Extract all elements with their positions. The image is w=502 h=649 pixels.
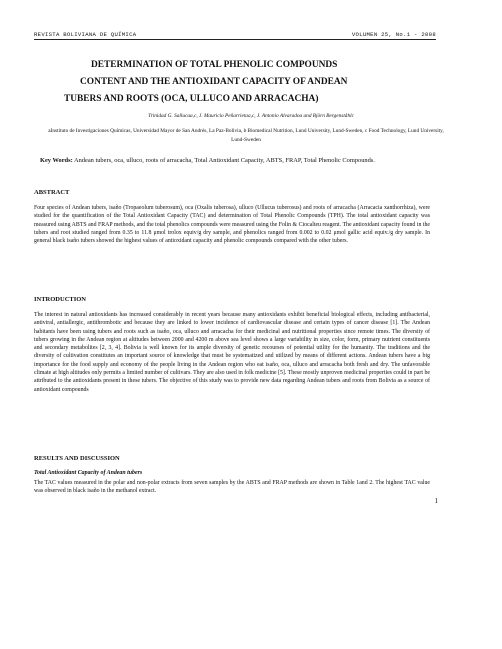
keywords-label: Key Words: <box>40 157 73 164</box>
page-number: 1 <box>434 497 438 505</box>
author-list: Trinidad G. Sallucaa,c, J. Mauricio Peñarrietaa,c, J. Antonio Alvaradoa and Björn Bergenståhlc <box>148 113 354 119</box>
volume-info: VOLUMEN 25, No.1 - 2008 <box>351 31 436 38</box>
results-text: The TAC values measured in the polar and non-polar extracts from seven samples by the ABTS and FRAP methods are shown in Table 1and 2. The highest TAC value was observed in black isaño in the methanol extract. <box>34 480 430 495</box>
title-line-1: DETERMINATION OF TOTAL PHENOLIC COMPOUNDS <box>91 60 338 70</box>
abstract-heading: ABSTRACT <box>34 189 70 196</box>
header-rule <box>34 39 436 40</box>
results-heading: RESULTS AND DISCUSSION <box>34 455 120 462</box>
introduction-text: The interest in natural antioxidants has increased considerably in recent years because many antioxidants exhibit beneficial biological effects, including antibacterial, antiviral, antiallergic, antithrombotic and because they are linked to lower incidence of cardiovascular disease and certain types of cancer disease [1]. The Andean habitants have been using tubers and roots such as isaño, oca, ulluco and arracacha for their medicinal and nutritional properties since remote times. The diversity of tubers growing in the Andean region at altitudes between 2000 and 4200 m above sea level shows a large variability in size, color, form, primary nutrient constituents and secondary metabolites [2, 3, 4]. Bolivia is well known for its ample diversity of genetic recourses of potential utility for the humanity. The traditions and the diversity of cultivation constitutes an important source of knowledge that must be systematized and utilized by means of different actions. Andean tubers have a big importance for the food supply and economy of the people living in the Andean region who eat isaño, oca, ulluco and arracacha both fresh and dry. The unfavorable climate at high altitudes only permits a limited number of cultivars. They are also used in folk medicine [5]. These mostly unproven medicinal properties could in part be attributed to the antioxidants present in these tubers. The objective of this study was to provide new data regarding Andean tubers and roots from Bolivia as a source of antioxidant compounds <box>34 312 430 393</box>
affiliations: aInstituto de Investigaciones Químicas, Universidad Mayor de San Andrés, La Paz-Bolivia, b Biomedical Nutrition, Lund University, Lund-Sweden, c Food Technology, Lund University, Lund-Sweden <box>48 128 444 143</box>
journal-name: REVISTA BOLIVIANA DE QUÍMICA <box>34 31 137 38</box>
title-line-2: CONTENT AND THE ANTIOXIDANT CAPACITY OF ANDEAN <box>80 77 348 87</box>
paper-title <box>56 57 446 108</box>
keywords-text: Andean tubers, oca, ulluco, roots of arracacha, Total Antioxidant Capacity, ABTS, FRAP, Total Phenolic Compounds. <box>73 157 375 164</box>
title-line-3: TUBERS AND ROOTS (OCA, ULLUCO AND ARRACACHA) <box>64 94 319 104</box>
introduction-heading: INTRODUCTION <box>34 296 87 303</box>
results-subheading: Total Antioxidant Capacity of Andean tubers <box>34 470 143 476</box>
keywords <box>40 156 422 166</box>
abstract-text: Four species of Andean tubers, isaño (Tropaeolum tuberosum), oca (Oxalis tuberosa), ulluco (Ullucus tuberosus) and roots of arracacha (Arracacia xanthorrhiza), were studied for the quantification of the Total Antioxidant Capacity (TAC) and determination of Total Phenolic Compounds (TPH). The total antioxidant capacity was measured using ABTS and FRAP methods, and the total phenolics compounds were measured using the Folin & Ciocalteu reagent. The antioxidant capacity found in the tubers and root studied ranged from 0.35 to 11.8 μmol trolox equiv/g dry sample, and phenolics ranged from 0.002 to 0.02 μmol gallic acid equiv./g dry sample. In general black isaño tubers showed the highest values of antioxidant capacity and phenolic compounds compared with the other tubers. <box>34 205 430 245</box>
running-header <box>34 31 436 38</box>
